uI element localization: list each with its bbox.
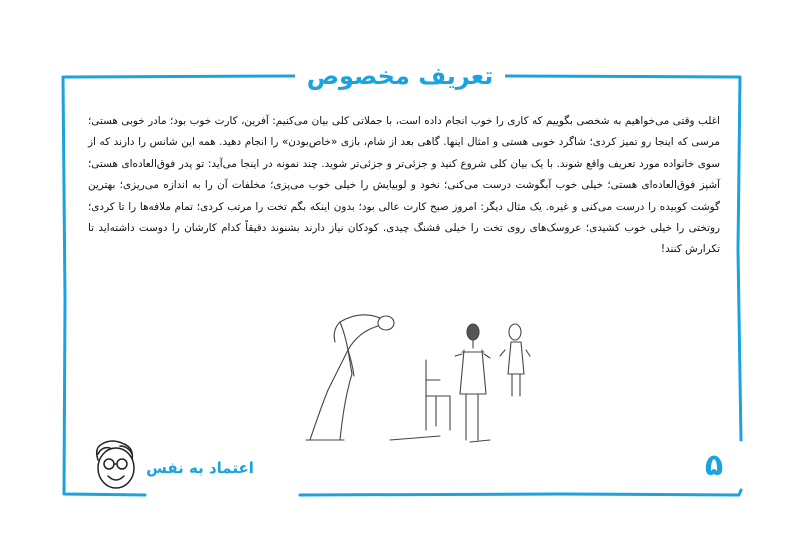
book-title: اعتماد به نفس [145, 452, 255, 484]
page-number: ۵ [692, 446, 736, 486]
page-title: تعریف مخصوص [295, 54, 505, 98]
family-drawing-illustration [240, 290, 560, 460]
body-paragraph: اغلب وقتی می‌خواهیم به شخصی بگوییم که کاری را خوب انجام داده است، با جملاتی کلی بیان می‌کنیم: آفرین، کارت خوب بود؛ مادر خوبی هستی؛ مرسی که اینجا رو تمیز کردی؛ شاگرد خوبی هستی و امثال اینها. گاهی بعد از شام، بازی «خاص‌بودن» را انجام دهید. همه این شانس را دارند که از سوی خانواده مورد تعریف واقع شوند. با یک بیان کلی شروع کنید و جزئی‌تر و جزئی‌تر شوید. چند نمونه در اینجا می‌آید: تو پدر فوق‌العاده‌ای هستی؛ آشپز فوق‌العاده‌ای هستی؛ خیلی خوب آبگوشت درست می‌کنی؛ نخود و لوبیایش را خیلی خوب می‌پزی؛ مخلفات آن را به اندازه می‌ریزی؛ بهترین گوشت کوبیده را درست می‌کنی و غیره. یک مثال دیگر: امروز صبح کارت عالی بود؛ بدون اینکه بگم تخت را مرتب کردی؛ تمام ملافه‌ها را تا کردی؛ روتختی را خیلی خوب کشیدی؛ عروسک‌های روی تخت را خیلی قشنگ چیدی. کودکان نیاز دارند بشنوند دقیقاً کدام کارشان را دوست داشته‌اید تا تکرارش کنند! [88, 115, 720, 256]
